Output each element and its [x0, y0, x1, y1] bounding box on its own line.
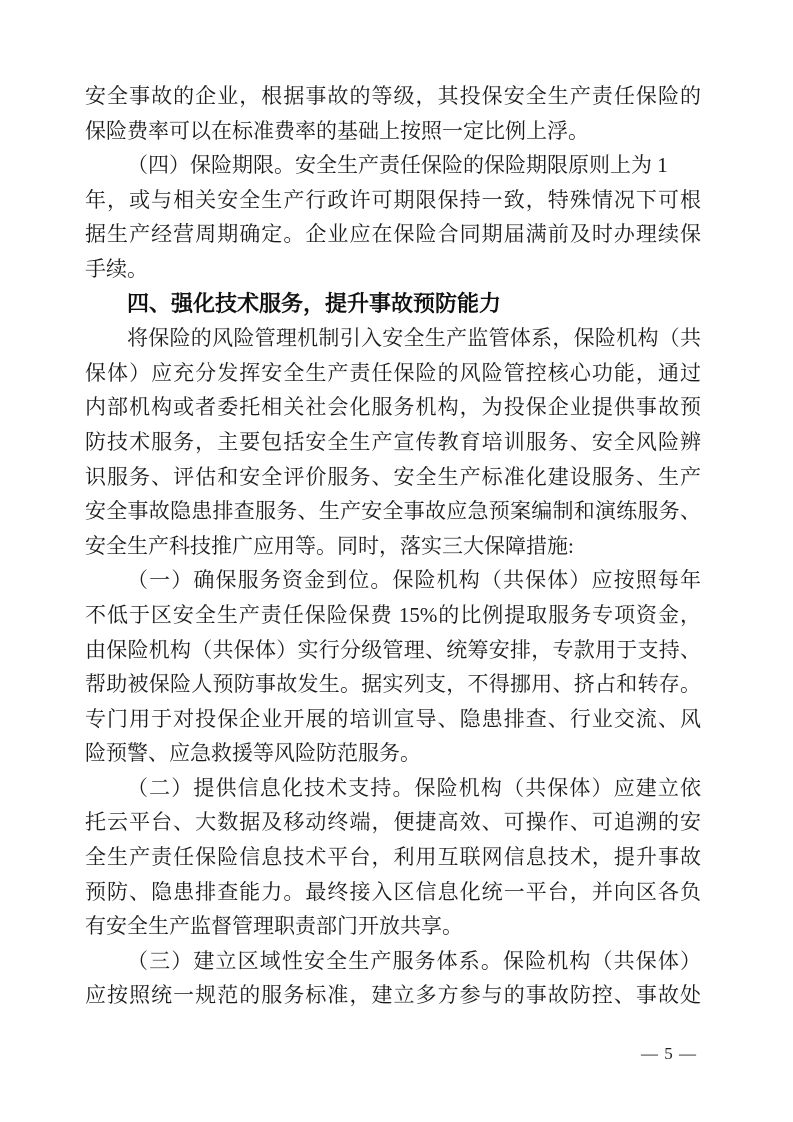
text-line: 安全事故隐患排查服务、生产安全事故应急预案编制和演练服务、	[85, 499, 701, 524]
page-number: — 5 —	[641, 1044, 697, 1063]
text-line: 全生产责任保险信息技术平台，利用互联网信息技术，提升事故	[85, 845, 701, 870]
text-line: 帮助被保险人预防事故发生。据实列支，不得挪用、挤占和转存。	[85, 672, 701, 697]
text-line: 托云平台、大数据及移动终端，便捷高效、可操作、可追溯的安	[85, 810, 701, 835]
text-line: （三）建立区域性安全生产服务体系。保险机构（共保体）	[127, 948, 701, 973]
text-line: 安全生产科技推广应用等。同时，落实三大保障措施:	[85, 533, 574, 558]
text-line: 手续。	[85, 256, 148, 281]
text-line: 将保险的风险管理机制引入安全生产监管体系，保险机构（共	[127, 326, 701, 351]
text-line: 应按照统一规范的服务标准，建立多方参与的事故防控、事故处	[85, 983, 701, 1008]
text-column	[85, 79, 701, 1013]
text-line: 据生产经营周期确定。企业应在保险合同期届满前及时办理续保	[85, 222, 701, 247]
text-line: 年，或与相关安全生产行政许可期限保持一致，特殊情况下可根	[85, 187, 701, 212]
section-heading: 四、强化技术服务，提升事故预防能力	[127, 290, 502, 316]
text-line: 内部机构或者委托相关社会化服务机构，为投保企业提供事故预	[85, 395, 701, 420]
text-line: 识服务、评估和安全评价服务、安全生产标准化建设服务、生产	[85, 464, 701, 489]
text-line: 预防、隐患排查能力。最终接入区信息化统一平台，并向区各负	[85, 879, 701, 904]
text-line: 不低于区安全生产责任保险保费 15%的比例提取服务专项资金，	[85, 602, 701, 627]
text-line: 专门用于对投保企业开展的培训宣导、隐患排查、行业交流、风	[85, 706, 701, 731]
text-line: 保体）应充分发挥安全生产责任保险的风险管控核心功能，通过	[85, 360, 701, 385]
text-line: 防技术服务，主要包括安全生产宣传教育培训服务、安全风险辨	[85, 429, 701, 454]
text-line: 险预警、应急救援等风险防范服务。	[85, 741, 421, 766]
text-line: 有安全生产监督管理职责部门开放共享。	[85, 914, 463, 939]
text-line: 安全事故的企业，根据事故的等级，其投保安全生产责任保险的	[85, 84, 701, 108]
text-line: 由保险机构（共保体）实行分级管理、统筹安排，专款用于支持、	[85, 637, 701, 662]
text-line: （二）提供信息化技术支持。保险机构（共保体）应建立依	[127, 775, 701, 800]
text-line: （四）保险期限。安全生产责任保险的保险期限原则上为 1	[127, 153, 668, 178]
text-line: （一）确保服务资金到位。保险机构（共保体）应按照每年	[127, 568, 701, 593]
text-line: 保险费率可以在标准费率的基础上按照一定比例上浮。	[85, 118, 589, 143]
